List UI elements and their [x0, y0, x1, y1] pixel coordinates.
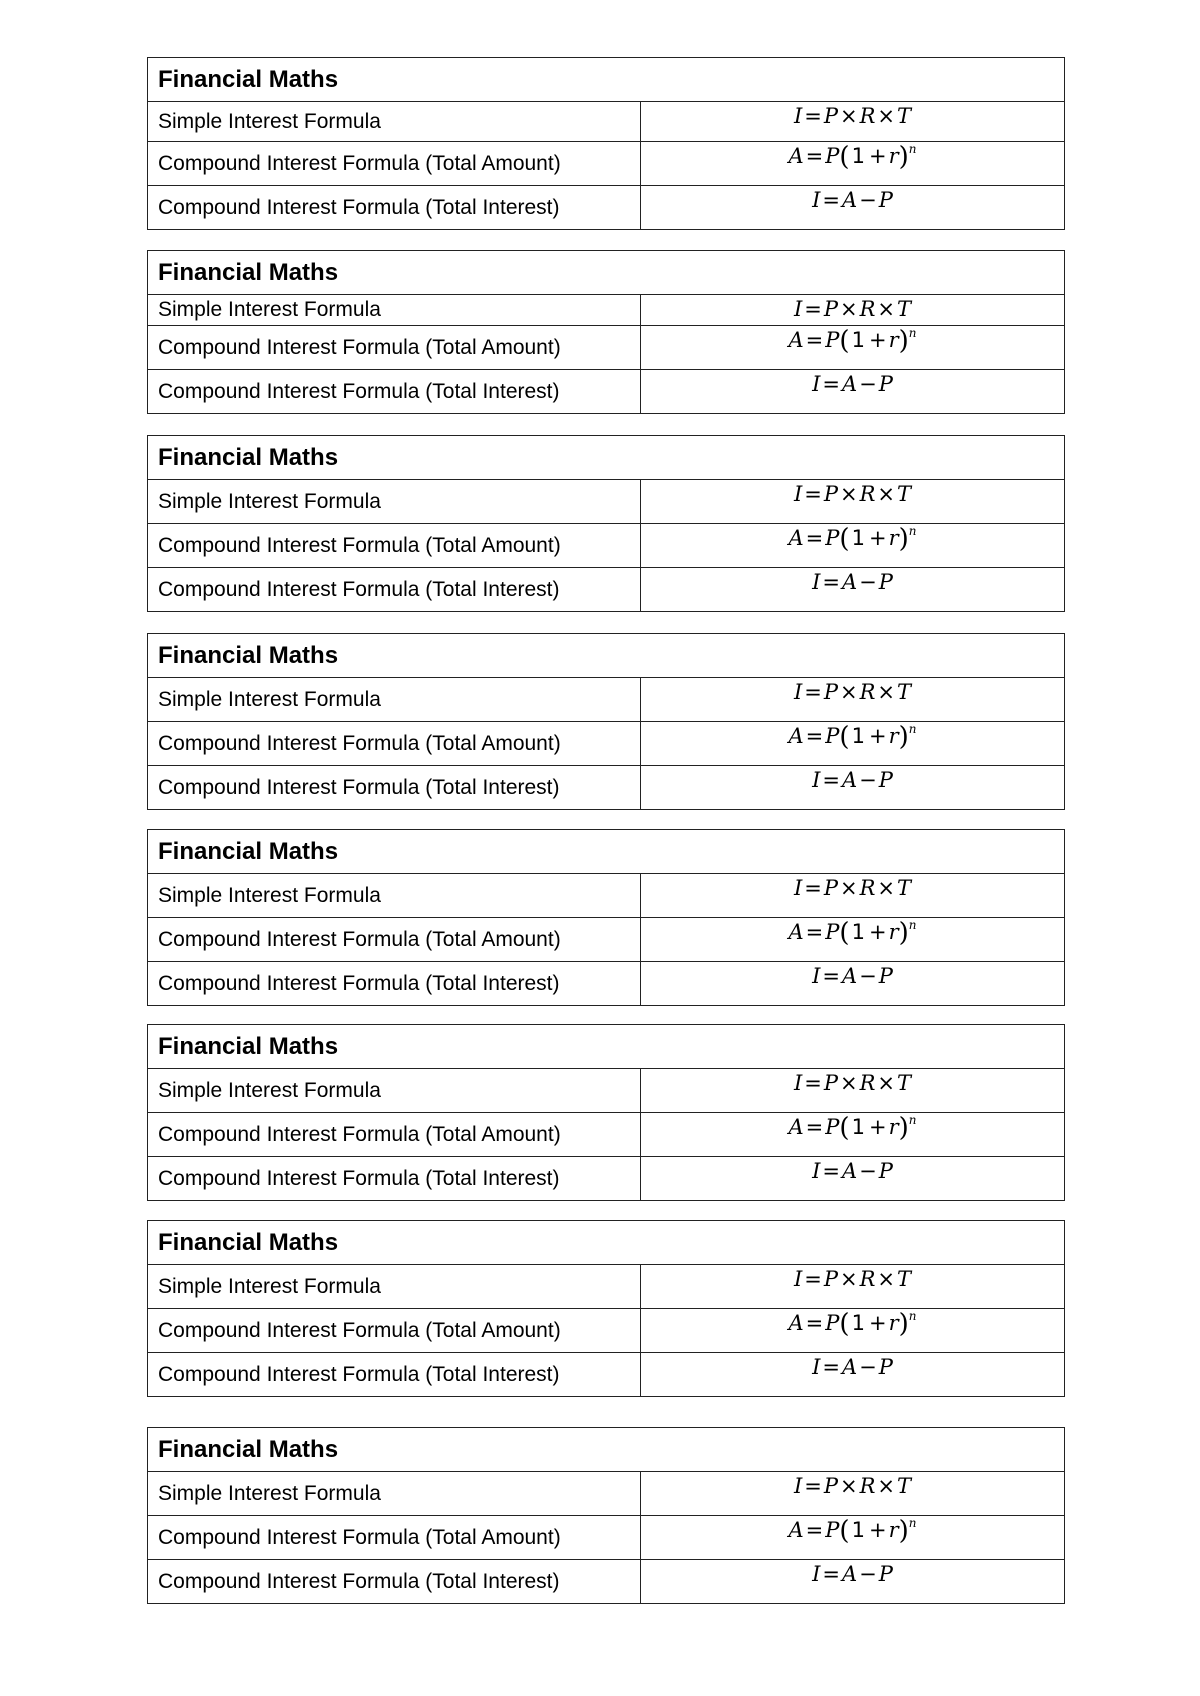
math-operator: =	[822, 964, 840, 988]
card-title: Financial Maths	[148, 830, 1064, 874]
math-variable: P	[878, 1562, 893, 1586]
compound-amount-formula	[641, 1113, 1064, 1156]
math-paren: (	[839, 1516, 850, 1546]
math-operator: ×	[877, 104, 896, 128]
math-operator: −	[859, 372, 877, 396]
math-variable: I	[812, 768, 821, 792]
math-variable: P	[825, 526, 840, 550]
math-variable: T	[897, 1474, 912, 1498]
math-operator: ×	[877, 680, 896, 704]
row-label: Simple Interest Formula	[148, 1265, 641, 1308]
table-row-compound-amount	[148, 1113, 1064, 1157]
math-operator: −	[859, 188, 877, 212]
math-operator: ×	[840, 482, 858, 506]
compound-amount-formula	[641, 142, 1064, 185]
math-operator: +	[868, 526, 887, 550]
math-variable: T	[897, 1071, 912, 1095]
math-operator: =	[822, 1562, 840, 1586]
compound-interest-formula	[641, 962, 1064, 1005]
table-row-simple-interest	[148, 874, 1064, 918]
math-variable: I	[793, 104, 803, 128]
table-row-simple-interest	[148, 1265, 1064, 1309]
compound-interest-formula	[641, 766, 1064, 809]
math-operator: −	[859, 1159, 877, 1183]
simple-interest-formula	[641, 1472, 1064, 1515]
math-variable: r	[888, 920, 899, 944]
math-paren: (	[839, 524, 850, 554]
math-operator: +	[868, 1115, 887, 1139]
math-variable: T	[897, 1267, 912, 1291]
simple-interest-formula	[641, 1069, 1064, 1112]
math-variable: A	[841, 188, 858, 212]
formula-card-7	[147, 1220, 1065, 1397]
math-variable: I	[812, 1562, 821, 1586]
math-variable: I	[812, 570, 821, 594]
math-operator: ×	[840, 1474, 858, 1498]
exponent: n	[908, 326, 917, 340]
math-variable: R	[859, 876, 876, 900]
row-label: Compound Interest Formula (Total Interest)	[148, 1560, 641, 1603]
math-variable: R	[859, 1474, 876, 1498]
math-paren: )	[898, 142, 909, 172]
math-variable: R	[859, 104, 876, 128]
math-variable: I	[812, 1355, 821, 1379]
math-variable: T	[897, 680, 912, 704]
math-variable: P	[823, 104, 838, 128]
math-variable: P	[823, 1474, 838, 1498]
math-digit: 1	[851, 920, 865, 944]
simple-interest-formula	[641, 295, 1064, 325]
math-digit: 1	[851, 526, 865, 550]
math-operator: −	[859, 1355, 877, 1379]
table-row-compound-interest	[148, 1157, 1064, 1200]
math-variable: P	[878, 1159, 893, 1183]
table-row-compound-interest	[148, 1560, 1064, 1603]
math-variable: r	[888, 1518, 899, 1542]
table-row-simple-interest	[148, 295, 1064, 326]
math-variable: I	[793, 1267, 803, 1291]
math-paren: (	[839, 1309, 850, 1339]
row-label: Compound Interest Formula (Total Amount)	[148, 326, 641, 369]
math-operator: ×	[840, 1071, 858, 1095]
math-operator: =	[804, 680, 822, 704]
formula-card-2	[147, 250, 1065, 414]
math-variable: I	[812, 372, 821, 396]
math-operator: =	[804, 1267, 822, 1291]
math-variable: A	[788, 1115, 804, 1139]
row-label: Simple Interest Formula	[148, 295, 641, 325]
math-operator: =	[822, 570, 840, 594]
math-variable: P	[878, 188, 893, 212]
card-title: Financial Maths	[148, 436, 1064, 480]
math-variable: I	[793, 680, 803, 704]
math-variable: I	[793, 297, 803, 321]
math-variable: A	[841, 1159, 858, 1183]
math-variable: A	[841, 1355, 858, 1379]
table-row-compound-interest	[148, 766, 1064, 809]
math-digit: 1	[851, 144, 865, 168]
math-variable: P	[823, 1071, 838, 1095]
math-digit: 1	[851, 1115, 865, 1139]
math-variable: P	[825, 724, 840, 748]
math-operator: ×	[877, 297, 896, 321]
math-variable: R	[859, 297, 876, 321]
math-variable: A	[788, 328, 804, 352]
row-label: Compound Interest Formula (Total Amount)	[148, 1516, 641, 1559]
math-operator: =	[804, 104, 822, 128]
math-operator: −	[859, 964, 877, 988]
row-label: Compound Interest Formula (Total Interest)	[148, 962, 641, 1005]
math-operator: −	[859, 570, 877, 594]
table-row-compound-amount	[148, 326, 1064, 370]
math-variable: P	[823, 482, 838, 506]
math-variable: A	[788, 1518, 804, 1542]
simple-interest-formula	[641, 102, 1064, 141]
card-title: Financial Maths	[148, 634, 1064, 678]
table-row-compound-amount	[148, 142, 1064, 186]
table-row-compound-amount	[148, 918, 1064, 962]
math-variable: T	[897, 297, 912, 321]
math-variable: r	[888, 724, 899, 748]
table-row-compound-amount	[148, 1516, 1064, 1560]
math-operator: +	[868, 1311, 887, 1335]
math-digit: 1	[851, 328, 865, 352]
math-variable: A	[788, 526, 804, 550]
math-variable: P	[825, 920, 840, 944]
math-variable: r	[888, 1311, 899, 1335]
math-variable: I	[793, 482, 803, 506]
table-row-compound-interest	[148, 186, 1064, 229]
table-row-compound-amount	[148, 1309, 1064, 1353]
math-paren: )	[898, 1516, 909, 1546]
math-variable: A	[788, 724, 804, 748]
compound-amount-formula	[641, 326, 1064, 369]
math-operator: =	[822, 1159, 840, 1183]
table-row-simple-interest	[148, 480, 1064, 524]
math-paren: (	[839, 326, 850, 356]
math-variable: r	[888, 1115, 899, 1139]
math-variable: P	[825, 1518, 840, 1542]
math-operator: =	[805, 1518, 824, 1542]
row-label: Compound Interest Formula (Total Amount)	[148, 524, 641, 567]
row-label: Simple Interest Formula	[148, 1069, 641, 1112]
math-variable: P	[823, 876, 838, 900]
math-paren: (	[839, 918, 850, 948]
math-variable: P	[878, 768, 893, 792]
math-variable: A	[841, 372, 858, 396]
math-operator: =	[822, 1355, 840, 1379]
compound-amount-formula	[641, 1516, 1064, 1559]
row-label: Simple Interest Formula	[148, 480, 641, 523]
row-label: Compound Interest Formula (Total Amount)	[148, 142, 641, 185]
math-variable: P	[825, 328, 840, 352]
row-label: Compound Interest Formula (Total Amount)	[148, 918, 641, 961]
math-variable: I	[793, 1071, 803, 1095]
math-paren: (	[839, 722, 850, 752]
row-label: Compound Interest Formula (Total Interest)	[148, 186, 641, 229]
math-operator: =	[805, 1115, 824, 1139]
math-variable: P	[825, 144, 840, 168]
math-variable: I	[793, 876, 803, 900]
math-variable: T	[897, 482, 912, 506]
simple-interest-formula	[641, 874, 1064, 917]
math-variable: R	[859, 680, 876, 704]
math-operator: =	[804, 297, 822, 321]
formula-card-3	[147, 435, 1065, 612]
math-digit: 1	[851, 1311, 865, 1335]
math-operator: =	[804, 876, 822, 900]
math-operator: =	[804, 482, 822, 506]
math-operator: ×	[877, 1267, 896, 1291]
simple-interest-formula	[641, 678, 1064, 721]
compound-amount-formula	[641, 722, 1064, 765]
math-variable: I	[812, 188, 821, 212]
math-variable: A	[788, 920, 804, 944]
card-title: Financial Maths	[148, 1221, 1064, 1265]
math-operator: =	[805, 144, 824, 168]
math-variable: P	[878, 570, 893, 594]
math-operator: ×	[840, 104, 858, 128]
compound-interest-formula	[641, 370, 1064, 413]
table-row-simple-interest	[148, 678, 1064, 722]
exponent: n	[908, 722, 917, 736]
card-title: Financial Maths	[148, 1428, 1064, 1472]
math-operator: =	[805, 920, 824, 944]
table-row-simple-interest	[148, 102, 1064, 142]
math-variable: A	[841, 570, 858, 594]
exponent: n	[908, 142, 917, 156]
exponent: n	[908, 1309, 917, 1323]
compound-interest-formula	[641, 1353, 1064, 1396]
compound-amount-formula	[641, 918, 1064, 961]
table-row-compound-interest	[148, 568, 1064, 611]
math-variable: T	[897, 876, 912, 900]
compound-interest-formula	[641, 1157, 1064, 1200]
math-operator: ×	[840, 876, 858, 900]
math-operator: ×	[840, 1267, 858, 1291]
row-label: Compound Interest Formula (Total Interest)	[148, 766, 641, 809]
table-row-simple-interest	[148, 1069, 1064, 1113]
table-row-compound-amount	[148, 722, 1064, 766]
row-label: Compound Interest Formula (Total Interest)	[148, 1353, 641, 1396]
math-variable: P	[878, 372, 893, 396]
math-operator: =	[805, 724, 824, 748]
math-operator: =	[805, 526, 824, 550]
formula-card-8	[147, 1427, 1065, 1604]
math-variable: I	[812, 1159, 821, 1183]
row-label: Compound Interest Formula (Total Amount)	[148, 1309, 641, 1352]
math-operator: =	[805, 1311, 824, 1335]
compound-amount-formula	[641, 1309, 1064, 1352]
table-row-compound-interest	[148, 370, 1064, 413]
math-operator: −	[859, 1562, 877, 1586]
math-variable: P	[825, 1115, 840, 1139]
math-variable: r	[888, 144, 899, 168]
math-paren: )	[898, 722, 909, 752]
math-operator: ×	[877, 482, 896, 506]
compound-interest-formula	[641, 568, 1064, 611]
row-label: Simple Interest Formula	[148, 678, 641, 721]
row-label: Compound Interest Formula (Total Amount)	[148, 1113, 641, 1156]
row-label: Simple Interest Formula	[148, 1472, 641, 1515]
exponent: n	[908, 524, 917, 538]
table-row-compound-amount	[148, 524, 1064, 568]
formula-card-4	[147, 633, 1065, 810]
math-operator: ×	[840, 680, 858, 704]
math-paren: )	[898, 918, 909, 948]
row-label: Simple Interest Formula	[148, 102, 641, 141]
math-operator: =	[822, 188, 840, 212]
math-operator: =	[804, 1474, 822, 1498]
exponent: n	[908, 1113, 917, 1127]
math-operator: ×	[877, 1071, 896, 1095]
formula-card-5	[147, 829, 1065, 1006]
table-row-compound-interest	[148, 962, 1064, 1005]
card-title: Financial Maths	[148, 251, 1064, 295]
math-paren: )	[898, 1113, 909, 1143]
simple-interest-formula	[641, 480, 1064, 523]
math-operator: =	[804, 1071, 822, 1095]
math-paren: )	[898, 1309, 909, 1339]
card-title: Financial Maths	[148, 1025, 1064, 1069]
math-operator: +	[868, 144, 887, 168]
math-variable: r	[888, 526, 899, 550]
math-digit: 1	[851, 1518, 865, 1542]
math-variable: P	[878, 1355, 893, 1379]
row-label: Compound Interest Formula (Total Interest)	[148, 568, 641, 611]
math-operator: =	[822, 768, 840, 792]
math-operator: −	[859, 768, 877, 792]
math-operator: =	[822, 372, 840, 396]
math-variable: P	[878, 964, 893, 988]
row-label: Simple Interest Formula	[148, 874, 641, 917]
math-variable: R	[859, 482, 876, 506]
math-variable: I	[812, 964, 821, 988]
math-variable: P	[823, 1267, 838, 1291]
math-variable: I	[793, 1474, 803, 1498]
exponent: n	[908, 918, 917, 932]
math-digit: 1	[851, 724, 865, 748]
math-operator: ×	[877, 876, 896, 900]
math-paren: (	[839, 1113, 850, 1143]
row-label: Compound Interest Formula (Total Interest)	[148, 1157, 641, 1200]
math-variable: r	[888, 328, 899, 352]
math-variable: A	[788, 1311, 804, 1335]
card-title: Financial Maths	[148, 58, 1064, 102]
row-label: Compound Interest Formula (Total Amount)	[148, 722, 641, 765]
math-operator: =	[805, 328, 824, 352]
row-label: Compound Interest Formula (Total Interest)	[148, 370, 641, 413]
math-paren: (	[839, 142, 850, 172]
math-operator: +	[868, 724, 887, 748]
formula-card-1	[147, 57, 1065, 230]
math-paren: )	[898, 326, 909, 356]
simple-interest-formula	[641, 1265, 1064, 1308]
compound-interest-formula	[641, 186, 1064, 229]
math-variable: A	[788, 144, 804, 168]
math-variable: P	[825, 1311, 840, 1335]
math-paren: )	[898, 524, 909, 554]
math-variable: A	[841, 1562, 858, 1586]
compound-interest-formula	[641, 1560, 1064, 1603]
compound-amount-formula	[641, 524, 1064, 567]
math-operator: +	[868, 328, 887, 352]
math-operator: +	[868, 920, 887, 944]
math-operator: +	[868, 1518, 887, 1542]
math-variable: P	[823, 680, 838, 704]
math-variable: R	[859, 1267, 876, 1291]
formula-card-6	[147, 1024, 1065, 1201]
math-variable: P	[823, 297, 838, 321]
math-variable: A	[841, 964, 858, 988]
table-row-compound-interest	[148, 1353, 1064, 1396]
table-row-simple-interest	[148, 1472, 1064, 1516]
exponent: n	[908, 1516, 917, 1530]
math-variable: T	[897, 104, 912, 128]
math-variable: A	[841, 768, 858, 792]
math-variable: R	[859, 1071, 876, 1095]
math-operator: ×	[877, 1474, 896, 1498]
math-operator: ×	[840, 297, 858, 321]
